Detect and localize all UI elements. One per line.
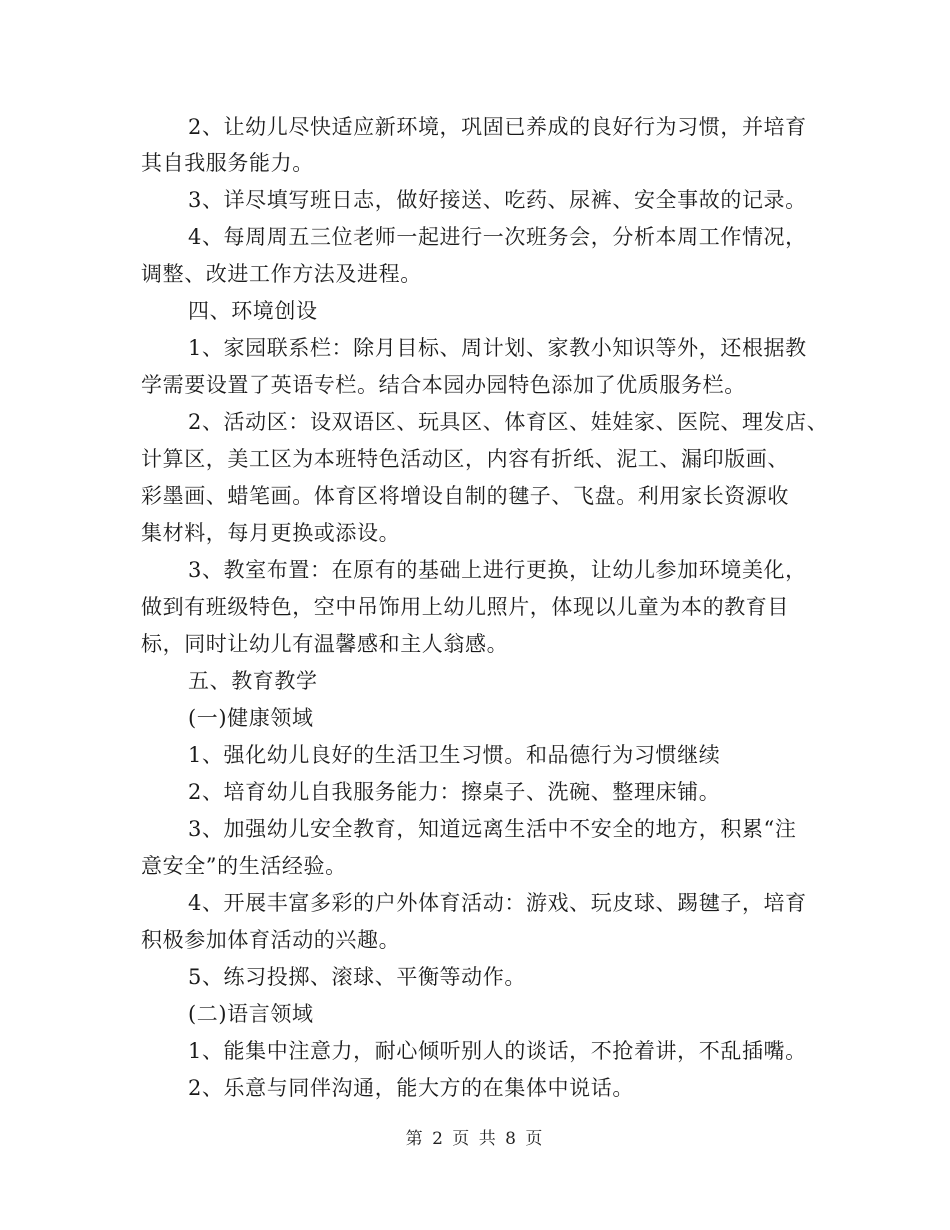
text-line: 集材料，每月更换或添设。 bbox=[141, 521, 401, 545]
text-line: 4、开展丰富多彩的户外体育活动：游戏、玩皮球、踢毽子，培育 bbox=[188, 891, 807, 915]
section-heading: 四、环境创设 bbox=[188, 299, 318, 323]
text-line: 3、教室布置：在原有的基础上进行更换，让幼儿参加环境美化， bbox=[188, 558, 807, 582]
text-line: 1、能集中注意力，耐心倾听别人的谈话，不抢着讲，不乱插嘴。 bbox=[188, 1039, 807, 1063]
page-number-footer: 第 2 页 共 8 页 bbox=[405, 1129, 545, 1149]
text-line: 1、家园联系栏：除月目标、周计划、家教小知识等外，还根据教 bbox=[188, 336, 807, 360]
subsection-heading: (一)健康领域 bbox=[188, 706, 314, 730]
text-line: 2、活动区：设双语区、玩具区、体育区、娃娃家、医院、理发店、 bbox=[188, 410, 829, 434]
text-line: 积极参加体育活动的兴趣。 bbox=[141, 928, 401, 952]
text-line: 3、加强幼儿安全教育，知道远离生活中不安全的地方，积累“注 bbox=[188, 817, 797, 841]
text-line: 调整、改进工作方法及进程。 bbox=[141, 262, 422, 286]
text-line: 4、每周周五三位老师一起进行一次班务会，分析本周工作情况， bbox=[188, 225, 807, 249]
text-line: 计算区，美工区为本班特色活动区，内容有折纸、泥工、漏印版画、 bbox=[141, 447, 789, 471]
text-line: 2、让幼儿尽快适应新环境，巩固已养成的良好行为习惯，并培育 bbox=[188, 115, 807, 139]
section-heading: 五、教育教学 bbox=[188, 669, 318, 693]
text-line: 彩墨画、蜡笔画。体育区将增设自制的毽子、飞盘。利用家长资源收 bbox=[141, 484, 789, 508]
text-line: 2、乐意与同伴沟通，能大方的在集体中说话。 bbox=[188, 1076, 634, 1100]
text-line: 5、练习投掷、滚球、平衡等动作。 bbox=[188, 965, 526, 989]
text-line: 3、详尽填写班日志，做好接送、吃药、尿裤、安全事故的记录。 bbox=[188, 188, 807, 212]
text-line: 2、培育幼儿自我服务能力：擦桌子、洗碗、整理床铺。 bbox=[188, 780, 721, 804]
text-line: 其自我服务能力。 bbox=[141, 151, 314, 175]
subsection-heading: (二)语言领域 bbox=[188, 1002, 314, 1026]
text-line: 1、强化幼儿良好的生活卫生习惯。和品德行为习惯继续 bbox=[188, 743, 721, 767]
text-line: 意安全”的生活经验。 bbox=[141, 854, 347, 878]
text-line: 标，同时让幼儿有温馨感和主人翁感。 bbox=[141, 632, 509, 656]
text-line: 学需要设置了英语专栏。结合本园办园特色添加了优质服务栏。 bbox=[141, 373, 746, 397]
text-line: 做到有班级特色，空中吊饰用上幼儿照片，体现以儿童为本的教育目 bbox=[141, 595, 789, 619]
